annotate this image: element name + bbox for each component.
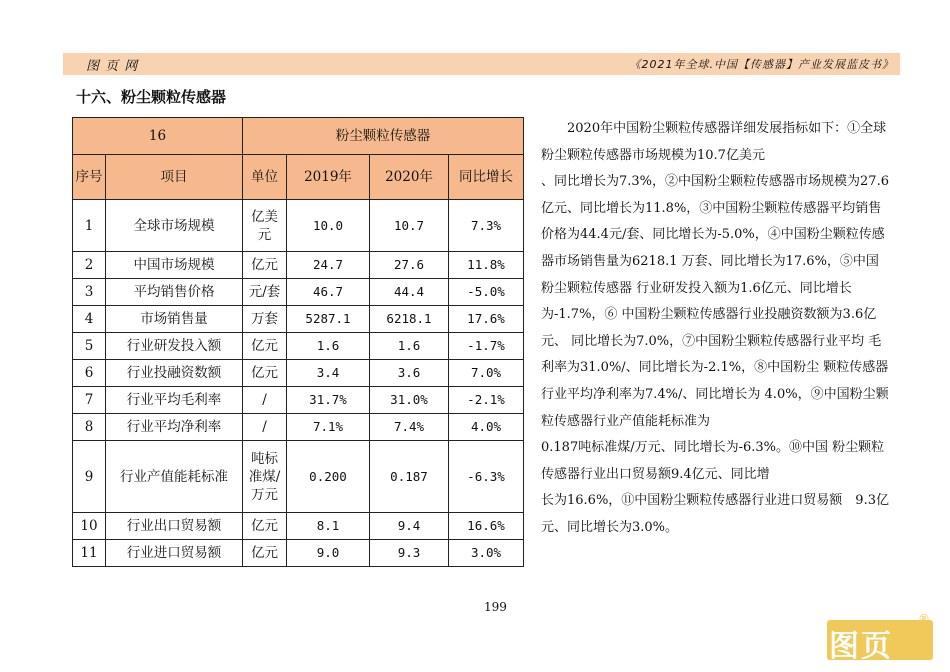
table-cell-unit: 元/套 — [243, 279, 287, 306]
table-cell-no: 10 — [73, 513, 106, 540]
table-cell-unit: 亿元 — [243, 540, 287, 567]
table-cell-no: 8 — [73, 414, 106, 441]
table-cell-unit: 亿元 — [243, 252, 287, 279]
table-row — [73, 279, 524, 306]
table-cell-item: 行业平均毛利率 — [106, 387, 243, 414]
table-cell-unit: 亿美元 — [243, 200, 287, 252]
table-cell-item: 行业进口贸易额 — [106, 540, 243, 567]
table-cell-unit: 亿元 — [243, 513, 287, 540]
table-cell-unit: 万套 — [243, 306, 287, 333]
table-cell-y2019: 5287.1 — [287, 306, 370, 333]
table-cell-y2019: 24.7 — [287, 252, 370, 279]
column-header: 2019年 — [287, 155, 370, 200]
table-cell-growth: 16.6% — [449, 513, 524, 540]
table-cell-no: 3 — [73, 279, 106, 306]
table-cell-growth: 7.0% — [449, 360, 524, 387]
table-cell-no: 11 — [73, 540, 106, 567]
table-row — [73, 360, 524, 387]
table-row — [73, 513, 524, 540]
table-row — [73, 333, 524, 360]
table-cell-y2019: 0.200 — [287, 441, 370, 513]
table-cell-no: 2 — [73, 252, 106, 279]
table-row — [73, 441, 524, 513]
table-cell-no: 7 — [73, 387, 106, 414]
table-cell-y2020: 44.4 — [370, 279, 449, 306]
table-cell-y2020: 6218.1 — [370, 306, 449, 333]
table-cell-y2019: 46.7 — [287, 279, 370, 306]
column-header: 单位 — [243, 155, 287, 200]
table-cell-no: 9 — [73, 441, 106, 513]
table-cell-growth: -1.7% — [449, 333, 524, 360]
table-cell-growth: 3.0% — [449, 540, 524, 567]
table-cell-item: 行业研发投入额 — [106, 333, 243, 360]
column-header: 同比增长 — [449, 155, 524, 200]
table-row — [73, 306, 524, 333]
table-cell-y2020: 1.6 — [370, 333, 449, 360]
table-cell-item: 行业投融资数额 — [106, 360, 243, 387]
table-cell-item: 平均销售价格 — [106, 279, 243, 306]
table-cell-unit: 吨标准煤/万元 — [243, 441, 287, 513]
column-header: 项目 — [106, 155, 243, 200]
table-cell-y2020: 10.7 — [370, 200, 449, 252]
table-cell-unit: 亿元 — [243, 360, 287, 387]
table-cell-y2020: 9.4 — [370, 513, 449, 540]
description-paragraph: 2020年中国粉尘颗粒传感器详细发展指标如下：①全球粉尘颗粒传感器市场规模为10.7亿美元 、同比增长为7.3%，②中国粉尘颗粒传感器市场规模为27.6亿元、同比增长为11.8%，③中国粉尘颗粒传感器平均销售价格为44.4元/套、同比增长为-5.0%，④中国粉尘颗粒传感器市场销售量为6218.1 万套、同比增长为17.6%，⑤中国粉尘颗粒传感器 行业研发投入额为1.6亿元、同比增长为-1.7%，⑥ 中国粉尘颗粒传感器行业投融资数额为3.6亿元、 同比增长为7.0%，⑦中国粉尘颗粒传感器行业平均 毛利率为31.0%/、同比增长为-2.1%，⑧中国粉尘 颗粒传感器行业平均净利率为7.4%/、同比增长为 4.0%，⑨中国粉尘颗粒传感器行业产值能耗标准为 0.187吨标准煤/万元、同比增长为-6.3%。⑩中国 粉尘颗粒传感器行业出口贸易额9.4亿元、同比增 长为16.6%，⑪中国粉尘颗粒传感器行业进口贸易额 9.3亿元、同比增长为3.0%。 — [541, 121, 889, 535]
section-title: 十六、粉尘颗粒传感器 — [76, 88, 227, 106]
table-cell-y2020: 31.0% — [370, 387, 449, 414]
table-cell-no: 5 — [73, 333, 106, 360]
table-cell-no: 4 — [73, 306, 106, 333]
table-row — [73, 252, 524, 279]
table-cell-item: 行业产值能耗标准 — [106, 441, 243, 513]
column-header: 2020年 — [370, 155, 449, 200]
table-cell-item: 全球市场规模 — [106, 200, 243, 252]
table-cell-growth: 7.3% — [449, 200, 524, 252]
watermark-text: 图页 — [829, 629, 893, 664]
table-cell-unit: 亿元 — [243, 333, 287, 360]
table-cell-y2019: 7.1% — [287, 414, 370, 441]
table-row — [73, 414, 524, 441]
table-row — [73, 540, 524, 567]
page-number: 199 — [484, 600, 507, 614]
table-cell-y2019: 1.6 — [287, 333, 370, 360]
table-cell-y2020: 7.4% — [370, 414, 449, 441]
table-cell-item: 中国市场规模 — [106, 252, 243, 279]
table-cell-no: 6 — [73, 360, 106, 387]
table-row — [73, 387, 524, 414]
table-cell-item: 行业平均净利率 — [106, 414, 243, 441]
table-cell-growth: -2.1% — [449, 387, 524, 414]
table-cell-y2020: 9.3 — [370, 540, 449, 567]
table-cell-growth: 4.0% — [449, 414, 524, 441]
table-cell-no: 1 — [73, 200, 106, 252]
table-header-row — [73, 155, 524, 200]
metrics-table — [72, 117, 524, 567]
table-cell-y2019: 3.4 — [287, 360, 370, 387]
header-right-text: 《2021年全球.中国【传感器】产业发展蓝皮书》 — [629, 58, 894, 71]
table-cell-growth: -6.3% — [449, 441, 524, 513]
table-cell-unit: / — [243, 414, 287, 441]
table-cell-unit: / — [243, 387, 287, 414]
table-cell-item: 行业出口贸易额 — [106, 513, 243, 540]
header-left-text: 图 页 网 — [86, 59, 139, 74]
table-topic-cell: 粉尘颗粒传感器 — [243, 118, 524, 155]
table-cell-growth: -5.0% — [449, 279, 524, 306]
table-cell-item: 市场销售量 — [106, 306, 243, 333]
table-cell-y2020: 3.6 — [370, 360, 449, 387]
table-cell-y2019: 9.0 — [287, 540, 370, 567]
table-cell-y2020: 27.6 — [370, 252, 449, 279]
table-title-row — [73, 118, 524, 155]
table-cell-y2019: 8.1 — [287, 513, 370, 540]
table-row — [73, 200, 524, 252]
table-cell-y2020: 0.187 — [370, 441, 449, 513]
registered-mark: ® — [918, 612, 930, 626]
column-header: 序号 — [73, 155, 106, 200]
table-index-cell: 16 — [73, 118, 243, 155]
table-cell-growth: 17.6% — [449, 306, 524, 333]
table-cell-growth: 11.8% — [449, 252, 524, 279]
table-cell-y2019: 10.0 — [287, 200, 370, 252]
table-cell-y2019: 31.7% — [287, 387, 370, 414]
